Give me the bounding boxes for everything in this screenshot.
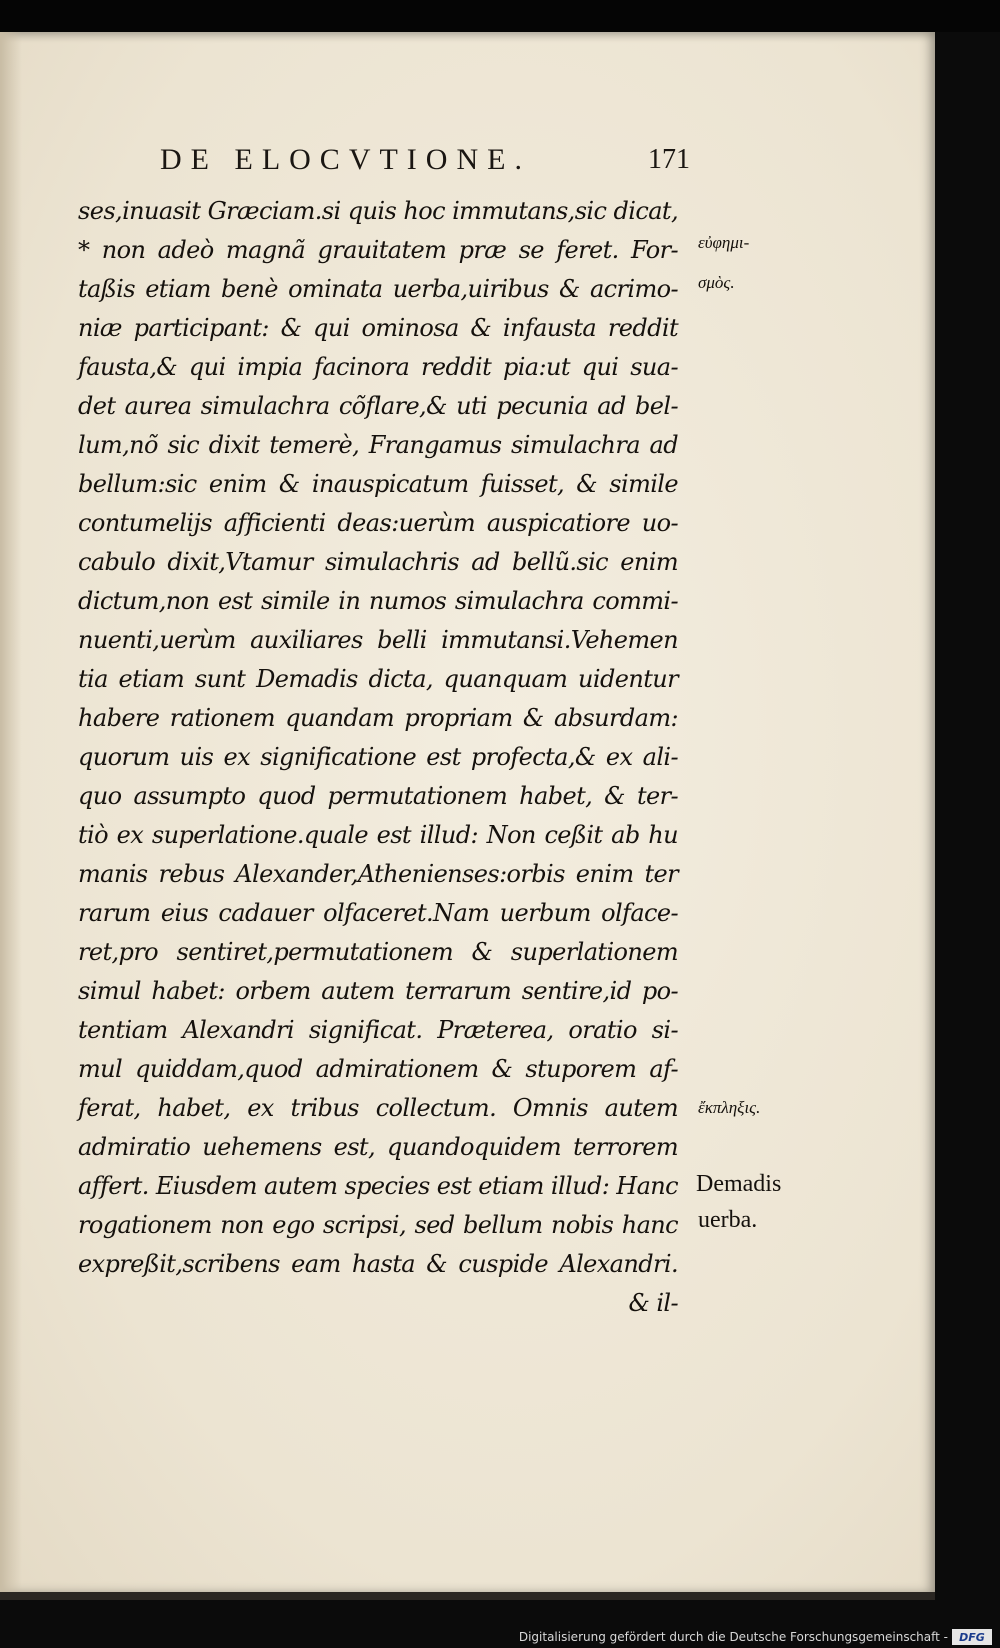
text-line: bellum:sic enim & inauspicatum fuisset, & simile [78, 470, 678, 498]
page-number: 171 [648, 144, 690, 175]
text-line: niæ participant: & qui ominosa & infausta reddit [78, 314, 678, 342]
marginal-note-ekplexis: ἔκπληξις. [698, 1098, 761, 1117]
text-line: taßis etiam benè ominata uerba,uiribus & acrimo- [78, 275, 678, 303]
text-line: tiò ex superlatione.quale est illud: Non ceßit ab hu [78, 821, 678, 849]
text-line: mul quiddam,quod admirationem & stuporem af- [78, 1055, 678, 1083]
text-line: rogationem non ego scripsi, sed bellum nobis hanc [78, 1211, 678, 1239]
marginal-note-demadis-1: Demadis [696, 1171, 782, 1197]
text-line: nuenti,uerùm auxiliares belli immutansi.Vehemen [78, 626, 678, 654]
text-line: quorum uis ex significatione est profecta,& ex ali- [78, 743, 678, 771]
marginal-note-demadis-2: uerba. [698, 1207, 758, 1233]
text-line: ret,pro sentiret,permutationem & superlationem [78, 938, 678, 966]
text-line: affert. Eiusdem autem species est etiam illud: Hanc [78, 1172, 678, 1200]
dfg-logo: DFG [952, 1629, 992, 1645]
marginal-note-euphemismos-1: εὐφημι- [698, 233, 750, 252]
text-line: habere rationem quandam propriam & absurdam: [78, 704, 678, 732]
digitization-credit: Digitalisierung gefördert durch die Deutsche Forschungsgemeinschaft - [518, 1630, 948, 1644]
text-line: expreßit,scribens eam hasta & cuspide Alexandri. [78, 1250, 678, 1278]
text-line: simul habet: orbem autem terrarum sentire,id po- [78, 977, 678, 1005]
text-line: admiratio uehemens est, quandoquidem terrorem [78, 1133, 678, 1161]
text-line: cabulo dixit,Vtamur simulachris ad bellũ.sic enim [78, 548, 678, 576]
text-line: lum,nõ sic dixit temerè, Frangamus simulachra ad [78, 431, 678, 459]
text-line: det aurea simulachra cõflare,& uti pecunia ad bel- [78, 392, 678, 420]
marginal-note-euphemismos-2: σμὸς. [698, 273, 735, 292]
text-line: rarum eius cadauer olfaceret.Nam uerbum olface- [78, 899, 678, 927]
main-text-block [78, 192, 678, 1323]
page-gutter [0, 32, 22, 1592]
text-line: ses,inuasit Græciam.si quis hoc immutans,sic dicat, [78, 197, 678, 225]
text-line: manis rebus Alexander,Athenienses:orbis enim ter [78, 860, 678, 888]
text-line: * non adeò magnã grauitatem præ se feret. For- [78, 236, 678, 264]
text-line: tentiam Alexandri significat. Præterea, oratio si- [78, 1016, 678, 1044]
text-line: dictum,non est simile in numos simulachra commi- [78, 587, 678, 615]
scan-top-shadow [0, 0, 1000, 32]
footer-band [0, 1600, 1000, 1648]
running-title: DE ELOCVTIONE. [160, 143, 531, 176]
text-line: contumelijs afficienti deas:uerùm auspicatiore uo- [78, 509, 678, 537]
text-line: quo assumpto quod permutationem habet, & ter- [78, 782, 678, 810]
text-line: ferat, habet, ex tribus collectum. Omnis autem [78, 1094, 678, 1122]
text-line: tia etiam sunt Demadis dicta, quanquam uidentur [78, 665, 678, 693]
running-head [160, 138, 690, 182]
catchword-line: & il- [628, 1289, 678, 1317]
text-line: fausta,& qui impia facinora reddit pia:ut qui sua- [78, 353, 678, 381]
page-bottom-edge [0, 1592, 935, 1600]
